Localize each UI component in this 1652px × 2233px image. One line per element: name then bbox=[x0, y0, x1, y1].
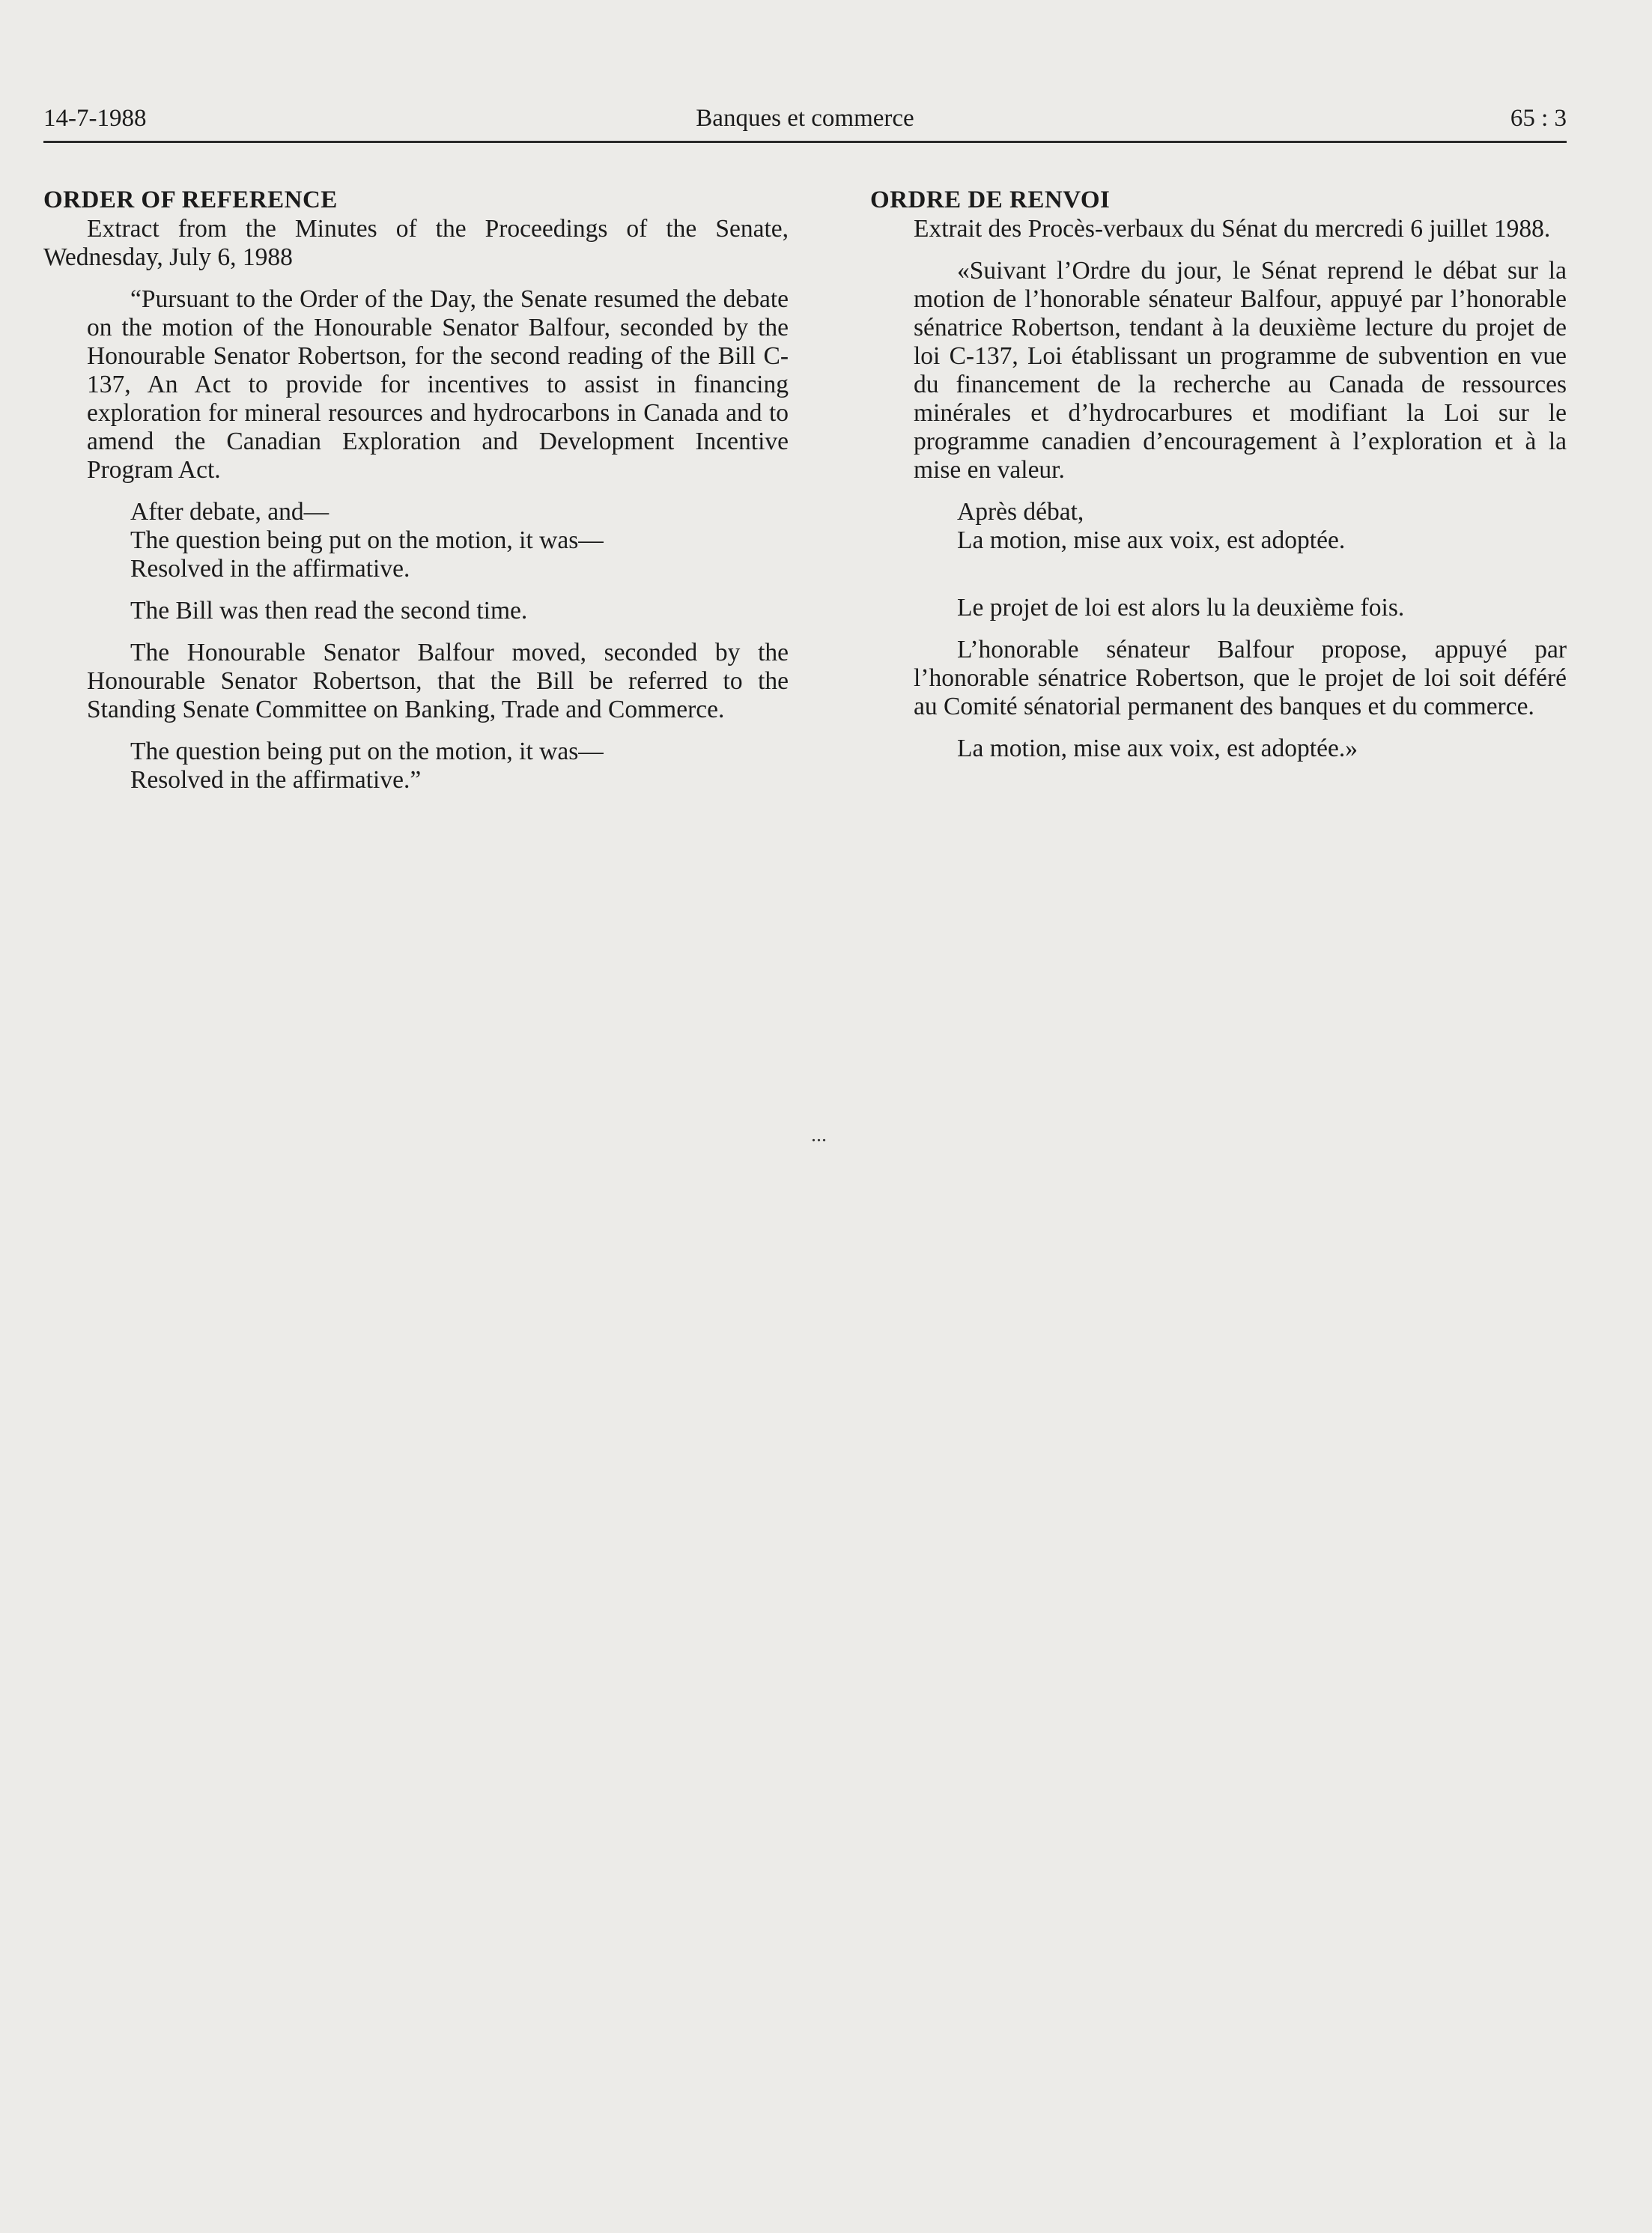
ordre-de-renvoi-heading: ORDRE DE RENVOI bbox=[870, 186, 1111, 213]
header-page-number: 65 : 3 bbox=[1510, 105, 1567, 132]
question-line-2: The question being put on the motion, it was— bbox=[130, 738, 604, 765]
motion-adoptee-line-1: La motion, mise aux voix, est adoptée. bbox=[957, 526, 1346, 554]
renvoi-motion: L’honorable sénateur Balfour propose, appuyé par l’honorable sénatrice Robertson, que le projet de loi soit déféré au Comité sénatorial permanent des banques et du commerce. bbox=[914, 636, 1567, 720]
order-of-reference-heading: ORDER OF REFERENCE bbox=[43, 186, 338, 213]
resolved-line-2: Resolved in the affirmative.” bbox=[130, 766, 422, 794]
senate-motion-quote: “Pursuant to the Order of the Day, the Senate resumed the debate on the motion of the Honourable Senator Balfour, seconded by the Honourable Senator Robertson, for the second reading of the Bill C-137, An Act to provide for incentives to assist in financing exploration for mineral resources and hydrocarbons in Canada and to amend the Canadian Exploration and Development Incentive Program Act. bbox=[87, 285, 789, 484]
header-date: 14-7-1988 bbox=[43, 105, 147, 132]
referral-motion: The Honourable Senator Balfour moved, seconded by the Honourable Senator Robertson, that the Bill be referred to the Standing Senate Committee on Banking, Trade and Commerce. bbox=[87, 639, 789, 723]
french-column bbox=[870, 186, 1567, 763]
deuxieme-lecture-line: Le projet de loi est alors lu la deuxième fois. bbox=[957, 594, 1405, 622]
header-title: Banques et commerce bbox=[696, 105, 914, 132]
extrait-intro: Extrait des Procès-verbaux du Sénat du mercredi 6 juillet 1988. bbox=[914, 215, 1551, 243]
question-line-1: The question being put on the motion, it was— bbox=[130, 526, 604, 554]
page-header bbox=[43, 105, 1567, 143]
page-mark: ... bbox=[811, 1123, 827, 1146]
senat-motion-quote: «Suivant l’Ordre du jour, le Sénat reprend le débat sur la motion de l’honorable sénateur Balfour, appuyé par l’honorable sénatrice Robertson, tendant à la deuxième lecture du projet de loi C-137, Loi établissant un programme de subvention en vue du financement de la recherche au Canada de ressources minérales et d’hydrocarbures et modifiant la Loi sur le programme canadien d’encouragement à l’exploration et à la mise en valeur. bbox=[914, 257, 1567, 484]
apres-debat-line: Après débat, bbox=[957, 498, 1084, 526]
motion-adoptee-line-2: La motion, mise aux voix, est adoptée.» bbox=[957, 735, 1358, 762]
second-reading-line: The Bill was then read the second time. bbox=[130, 597, 528, 625]
extract-intro: Extract from the Minutes of the Proceedings of the Senate, Wednesday, July 6, 1988 bbox=[43, 215, 789, 271]
resolved-line-1: Resolved in the affirmative. bbox=[130, 555, 410, 583]
english-column bbox=[43, 186, 789, 795]
after-debate-line: After debate, and— bbox=[130, 498, 330, 526]
